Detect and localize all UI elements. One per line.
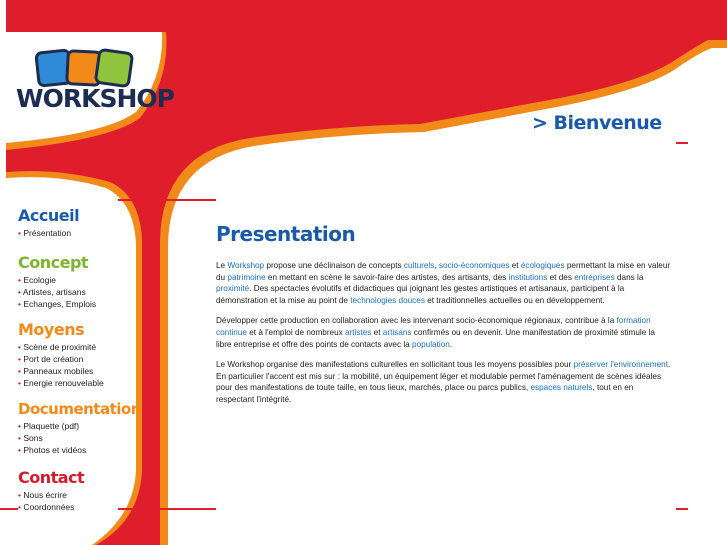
divider-line <box>118 199 138 201</box>
link-formation-continue[interactable]: formation continue <box>216 316 651 337</box>
link-espaces-naturels[interactable]: espaces naturels <box>530 383 593 393</box>
paragraph-intro: Le Workshop propose une déclinaison de concepts culturels, socio-économiques et écologiques permettant la mise en valeur du patrimoine en mettant en scène le savoir-faire des artistes, des artisants, des institutions et des entreprises dans la proximité. Des spectacles évolutifs et didactiques qui joignant les gestes artistiques et artisanaux, participent à la démonstration et la mise au point de technologies douces et traditionnelles actuelles ou en développement. <box>216 261 671 305</box>
link-patrimoine[interactable]: patrimoine <box>227 272 266 282</box>
nav-item-scene[interactable]: • Scène de proximité <box>18 342 97 352</box>
link-workshop[interactable]: Workshop <box>227 261 265 270</box>
workshop-logo[interactable] <box>14 44 174 124</box>
paragraph-manifestations: Le Workshop organise des manifestations culturelles en sollicitant tous les moyens possibles pour préserver l'environnement. En particulier l'accent est mis sur : la mobilité, un équipement léger et modulable permet l'aménagement de scènes idéales pour des manifestations de toute taille, en tous lieux, marchés, place ou parcs publics, espaces naturels, tout en en respectant l'intégrité. <box>216 360 671 404</box>
link-socio-economiques[interactable]: socio-économiques <box>438 261 510 270</box>
nav-section-moyens[interactable]: Moyens <box>18 320 85 339</box>
nav-item-sons[interactable]: • Sons <box>18 433 43 443</box>
link-technologies-douces[interactable]: technologies douces <box>350 295 425 305</box>
link-ecologiques[interactable]: écologiques <box>520 261 565 270</box>
left-white-edge <box>0 0 6 545</box>
nav-item-photos[interactable]: • Photos et vidéos <box>18 445 87 455</box>
link-artisans[interactable]: artisans <box>382 327 412 337</box>
link-institutions[interactable]: institutions <box>508 272 548 282</box>
nav-item-energie[interactable]: • Energie renouvelable <box>18 378 104 388</box>
divider-line <box>156 199 216 201</box>
nav-item-echanges[interactable]: • Echanges, Emplois <box>18 299 97 309</box>
nav-item-ecrire[interactable]: • Nous écrire <box>18 490 67 500</box>
link-culturels[interactable]: culturels <box>403 261 435 270</box>
divider-line <box>676 142 688 144</box>
nav-list-concept <box>18 274 148 310</box>
nav-list-contact <box>18 489 148 513</box>
nav-list-documentation <box>18 420 148 456</box>
nav-list-accueil <box>18 227 148 239</box>
sidebar-nav <box>18 206 148 513</box>
nav-section-accueil[interactable]: Accueil <box>18 206 80 225</box>
nav-item-coordonnees[interactable]: • Coordonnées <box>18 502 75 512</box>
nav-item-artistes[interactable]: • Artistes, artisans <box>18 287 86 297</box>
main-content <box>216 222 672 415</box>
link-proximite[interactable]: proximité <box>216 284 250 294</box>
page-header-title: > Bienvenue <box>532 112 662 134</box>
logo-green-square <box>94 48 135 89</box>
nav-section-documentation[interactable]: Documentation <box>18 400 141 418</box>
divider-line <box>676 508 688 510</box>
logo-wordmark: WORKSHOP <box>16 84 174 113</box>
nav-section-concept[interactable]: Concept <box>18 253 89 272</box>
link-preserver-environnement[interactable]: préserver l'environnement <box>573 360 668 370</box>
divider-line <box>156 508 216 510</box>
content-title: Presentation <box>216 222 356 246</box>
paragraph-production: Développer cette production en collaboration avec les intervenant socio-économique régionaux, contribue à la formation continue et à l'emploi de nombreux artistes et artisans confirmés ou en devenir. Une manifestation de proximité stimule la libre entreprise et offre des points de contacts avec la population. <box>216 316 655 349</box>
divider-line <box>0 508 18 510</box>
nav-item-ecologie[interactable]: • Ecologie <box>18 275 56 285</box>
nav-item-presentation[interactable]: • Présentation <box>18 228 72 238</box>
link-artistes[interactable]: artistes <box>345 327 372 337</box>
nav-section-contact[interactable]: Contact <box>18 468 85 487</box>
nav-list-moyens <box>18 341 148 389</box>
nav-item-panneaux[interactable]: • Panneaux mobiles <box>18 366 94 376</box>
link-entreprises[interactable]: entreprises <box>574 272 615 282</box>
nav-item-port[interactable]: • Port de création <box>18 354 84 364</box>
nav-item-plaquette[interactable]: • Plaquette (pdf) <box>18 421 80 431</box>
link-population[interactable]: population <box>412 339 450 349</box>
